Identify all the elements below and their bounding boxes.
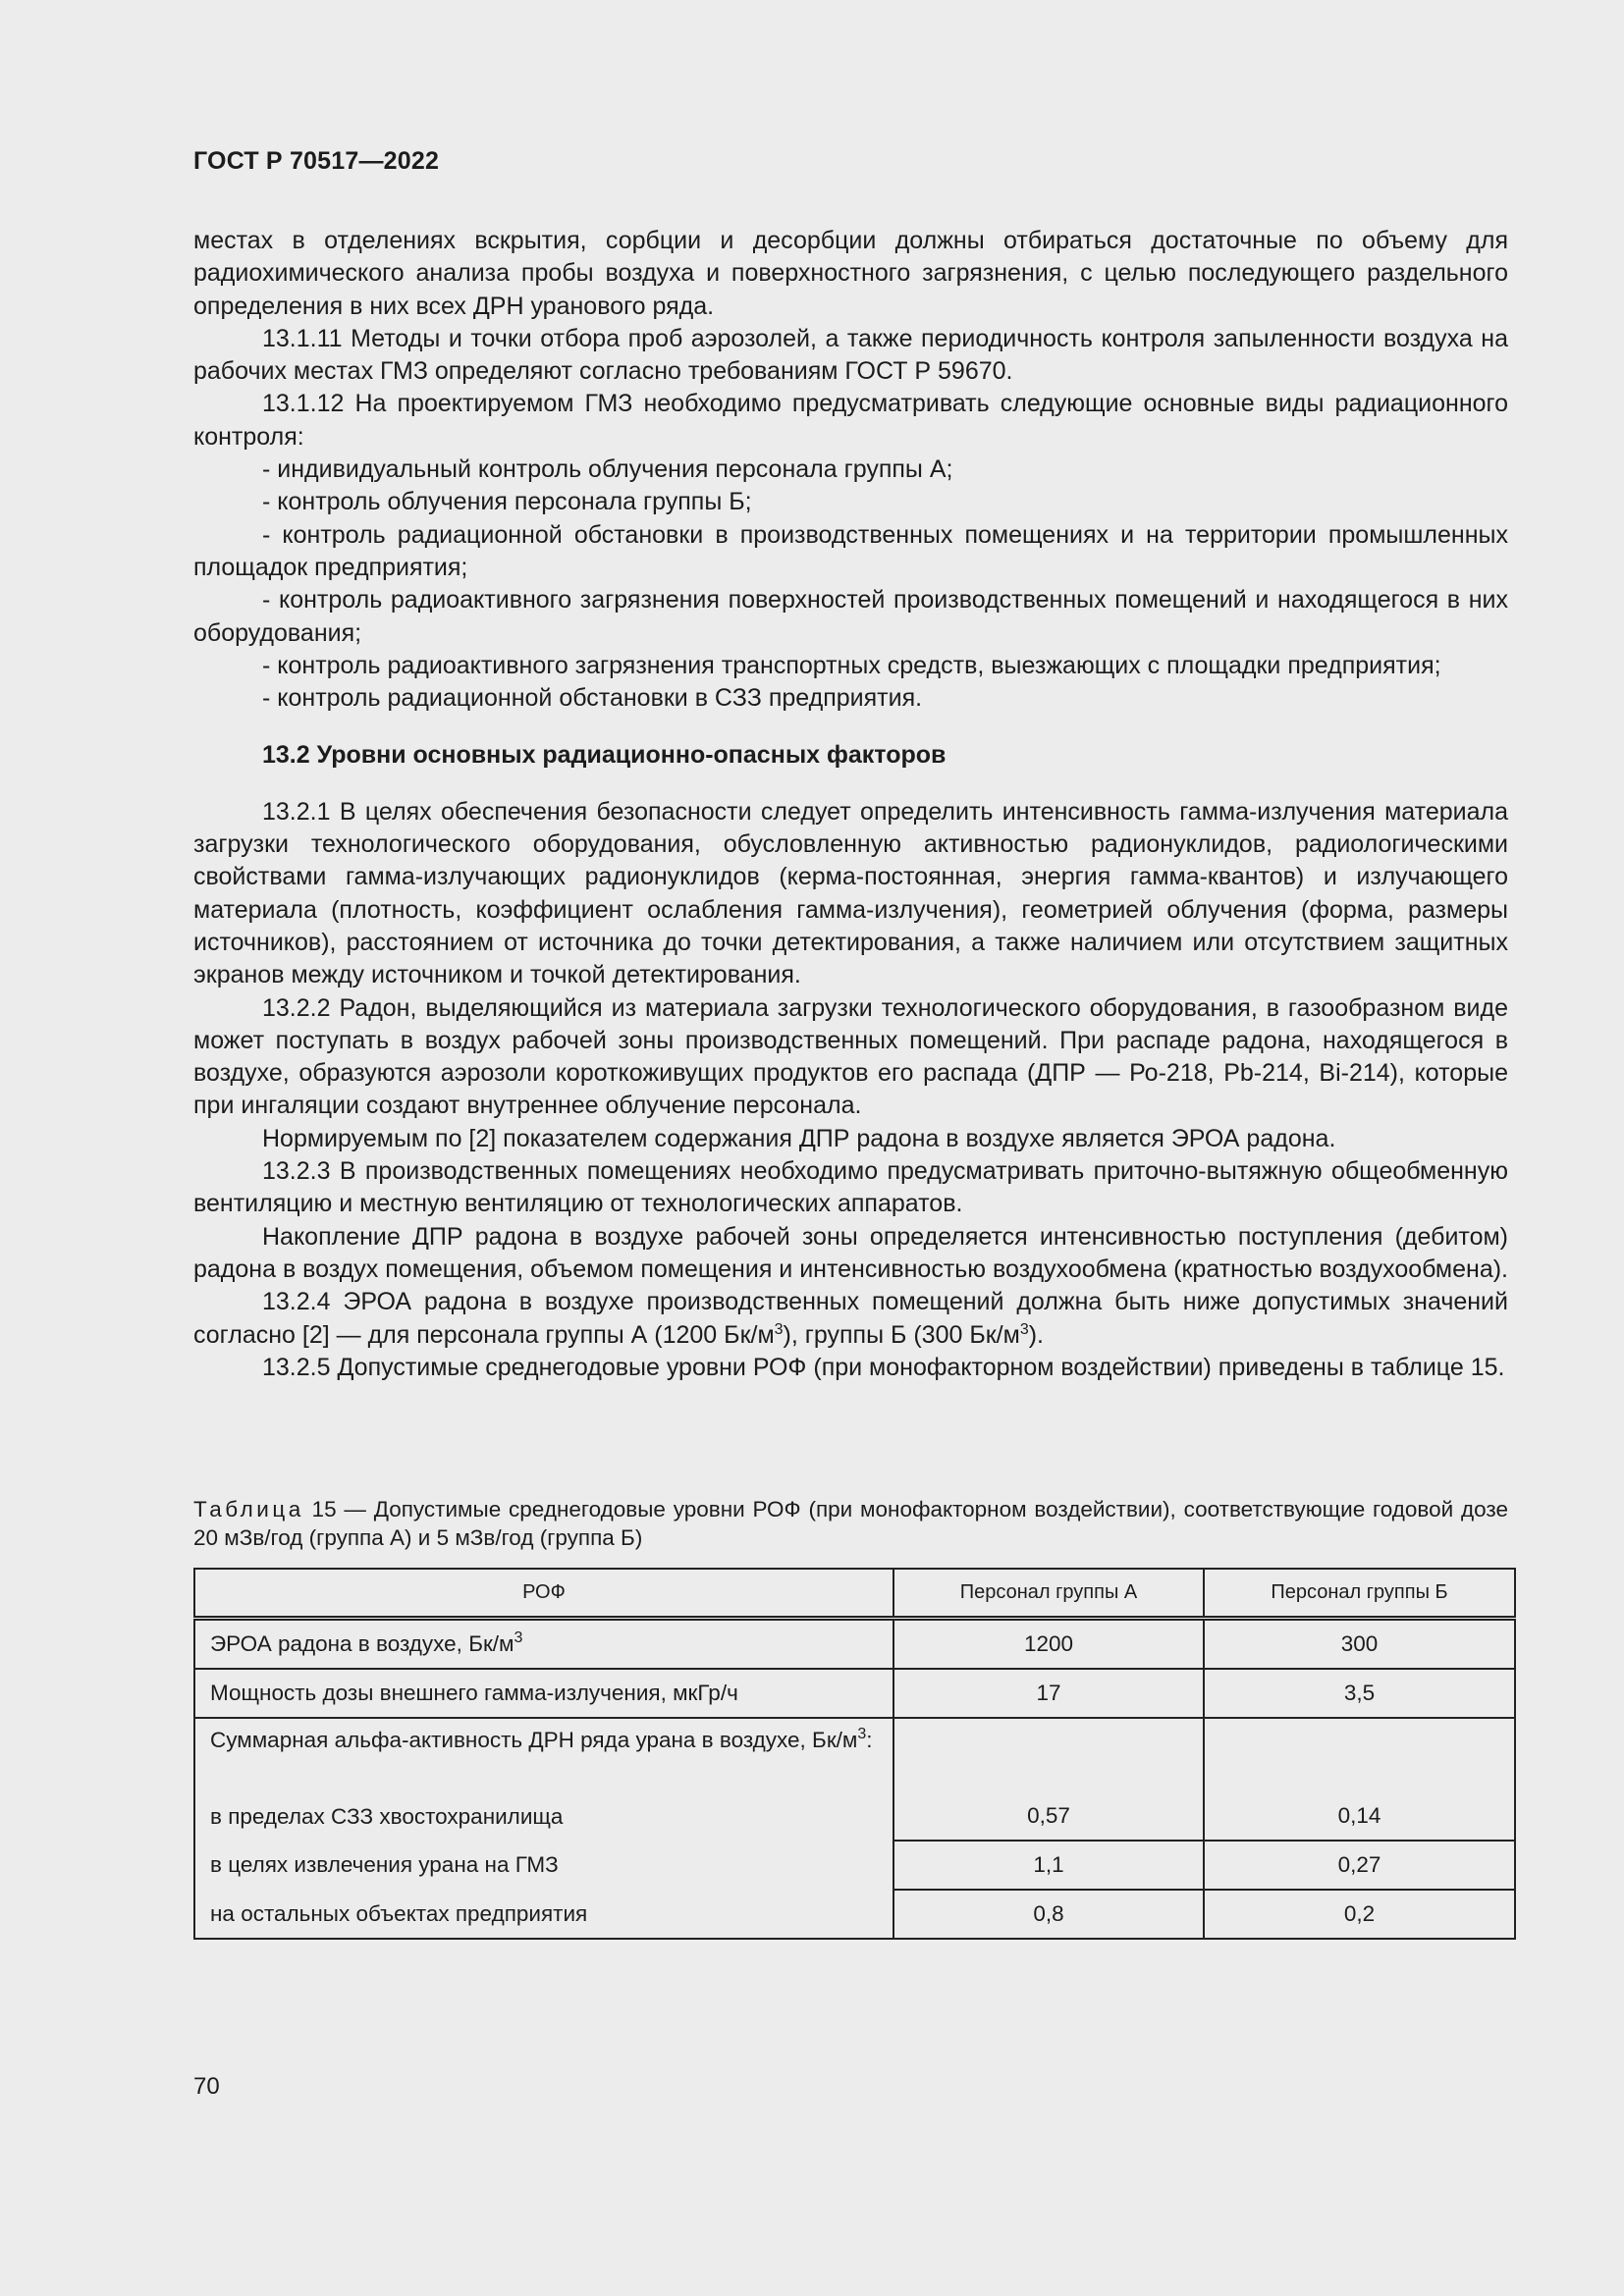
table-cell: 1,1 [893, 1841, 1204, 1890]
paragraph-13-2-2: 13.2.2 Радон, выделяющийся из материала загрузки технологического оборудования, в газообразном виде может поступать в воздух рабочей зоны производственных помещений. При распаде радона, находящегося в воздухе, образуются аэрозоли короткоживущих продуктов его распада (ДПР — Ро-218, Pb-214, Bi-214), которые при ингаляции создают внутреннее облучение персонала. [193, 993, 1508, 1120]
paragraph-13-1-11: 13.1.11 Методы и точки отбора проб аэрозолей, а также периодичность контроля запыленности воздуха на рабочих местах ГМЗ определяют согласно требованиям ГОСТ Р 59670. [193, 324, 1508, 386]
table-row [194, 1841, 1515, 1890]
table-row [194, 1792, 1515, 1841]
table-caption-text: 15 — Допустимые среднегодовые уровни РОФ (при монофакторном воздействии), соответствующие годовой дозе 20 мЗв/год (группа А) и 5 мЗв/год (группа Б) [193, 1497, 1508, 1550]
superscript: 3 [774, 1320, 784, 1338]
table-row [194, 1619, 1515, 1670]
table-cell: 0,8 [893, 1890, 1204, 1939]
table-header-row [194, 1569, 1515, 1619]
table-caption [193, 1495, 1508, 1552]
table-row [194, 1890, 1515, 1939]
text-run: ), группы Б (300 Бк/м [783, 1320, 1020, 1349]
header-cell: Персонал группы А [893, 1569, 1204, 1619]
paragraph-13-2-3: 13.2.3 В производственных помещениях необходимо предусматривать приточно-вытяжную общеобменную вентиляцию и местную вентиляцию от технологических аппаратов. [193, 1157, 1508, 1218]
paragraph-13-1-12: 13.1.12 На проектируемом ГМЗ необходимо предусматривать следующие основные виды радиационного контроля: [193, 390, 1508, 451]
table-cell: 3,5 [1204, 1669, 1515, 1718]
paragraph: Накопление ДПР радона в воздухе рабочей зоны определяется интенсивностью поступления (дебитом) радона в воздух помещения, объемом помещения и интенсивностью воздухообмена (кратностью воздухообмена). [193, 1222, 1509, 1283]
paragraph-13-2-5: 13.2.5 Допустимые среднегодовые уровни РОФ (при монофакторном воздействии) приведены в таблице 15. [262, 1353, 1505, 1381]
cell-text: Суммарная альфа-активность ДРН ряда урана в воздухе, Бк/м [210, 1728, 858, 1752]
paragraph: местах в отделениях вскрытия, сорбции и десорбции должны отбираться достаточные по объему для радиохимического анализа пробы воздуха и поверхностного загрязнения, с целью последующего раздельного определения в них всех ДРН уранового ряда. [193, 227, 1508, 320]
list-item: - контроль облучения персонала группы Б; [262, 488, 752, 516]
paragraph: Нормируемым по [2] показателем содержания ДПР радона в воздухе является ЭРОА радона. [262, 1124, 1336, 1152]
table-row [194, 1669, 1515, 1718]
table-cell [194, 1619, 893, 1670]
document-code: ГОСТ Р 70517—2022 [193, 147, 440, 175]
cell-text: ЭРОА радона в воздухе, Бк/м [210, 1631, 514, 1656]
table-cell: 300 [1204, 1619, 1515, 1670]
table-cell: Мощность дозы внешнего гамма-излучения, мкГр/ч [194, 1669, 893, 1718]
table-cell: 17 [893, 1669, 1204, 1718]
list-item: - контроль радиационной обстановки в СЗЗ предприятия. [262, 684, 923, 713]
paragraph-13-2-1: 13.2.1 В целях обеспечения безопасности следует определить интенсивность гамма-излучения материала загрузки технологического оборудования, обусловленную активностью радионуклидов, радиологическими свойствами гамма-излучающих радионуклидов (керма-постоянная, энергия гамма-квантов) и излучающего материала (плотность, коэффициент ослабления гамма-излучения), геометрией облучения (форма, размеры источников), расстоянием от источника до точки детектирования, а также наличием или отсутствием защитных экранов между источником и точкой детектирования. [193, 797, 1508, 989]
section-title: 13.2 Уровни основных радиационно-опасных факторов [262, 741, 947, 770]
cell-text: : [866, 1728, 873, 1752]
superscript: 3 [857, 1726, 867, 1742]
text-run: ). [1028, 1320, 1044, 1349]
table-cell: 0,2 [1204, 1890, 1515, 1939]
data-table [193, 1568, 1516, 1940]
header-cell: РОФ [194, 1569, 893, 1619]
table-cell: 0,14 [1204, 1792, 1515, 1841]
header-cell: Персонал группы Б [1204, 1569, 1515, 1619]
table-cell: в пределах СЗЗ хвостохранилища [194, 1792, 893, 1841]
table-row [194, 1718, 1515, 1792]
table-cell: 0,57 [893, 1792, 1204, 1841]
page-number: 70 [193, 2073, 220, 2100]
paragraph-13-2-4 [193, 1286, 1508, 1352]
list-item: - контроль радиационной обстановки в производственных помещениях и на территории промышленных площадок предприятия; [193, 520, 1508, 581]
text-run: 13.2.4 ЭРОА радона в воздухе производственных помещений должна быть ниже допустимых значений согласно [2] — для персонала группы А (1200 Бк/м [193, 1288, 1508, 1349]
table-cell [1204, 1718, 1515, 1792]
list-item: - контроль радиоактивного загрязнения транспортных средств, выезжающих с площадки предприятия; [262, 651, 1441, 679]
table-caption-label: Таблица [193, 1497, 304, 1522]
list-item: - индивидуальный контроль облучения персонала группы А; [262, 455, 953, 484]
table-cell: 1200 [893, 1619, 1204, 1670]
superscript: 3 [514, 1629, 523, 1646]
superscript: 3 [1019, 1320, 1029, 1338]
table-cell [893, 1718, 1204, 1792]
table-cell: на остальных объектах предприятия [194, 1890, 893, 1939]
table-cell [194, 1718, 893, 1792]
main-text [193, 225, 1508, 1384]
list-item: - контроль радиоактивного загрязнения поверхностей производственных помещений и находящегося в них оборудования; [193, 586, 1508, 647]
table-cell: 0,27 [1204, 1841, 1515, 1890]
table-cell: в целях извлечения урана на ГМЗ [194, 1841, 893, 1890]
